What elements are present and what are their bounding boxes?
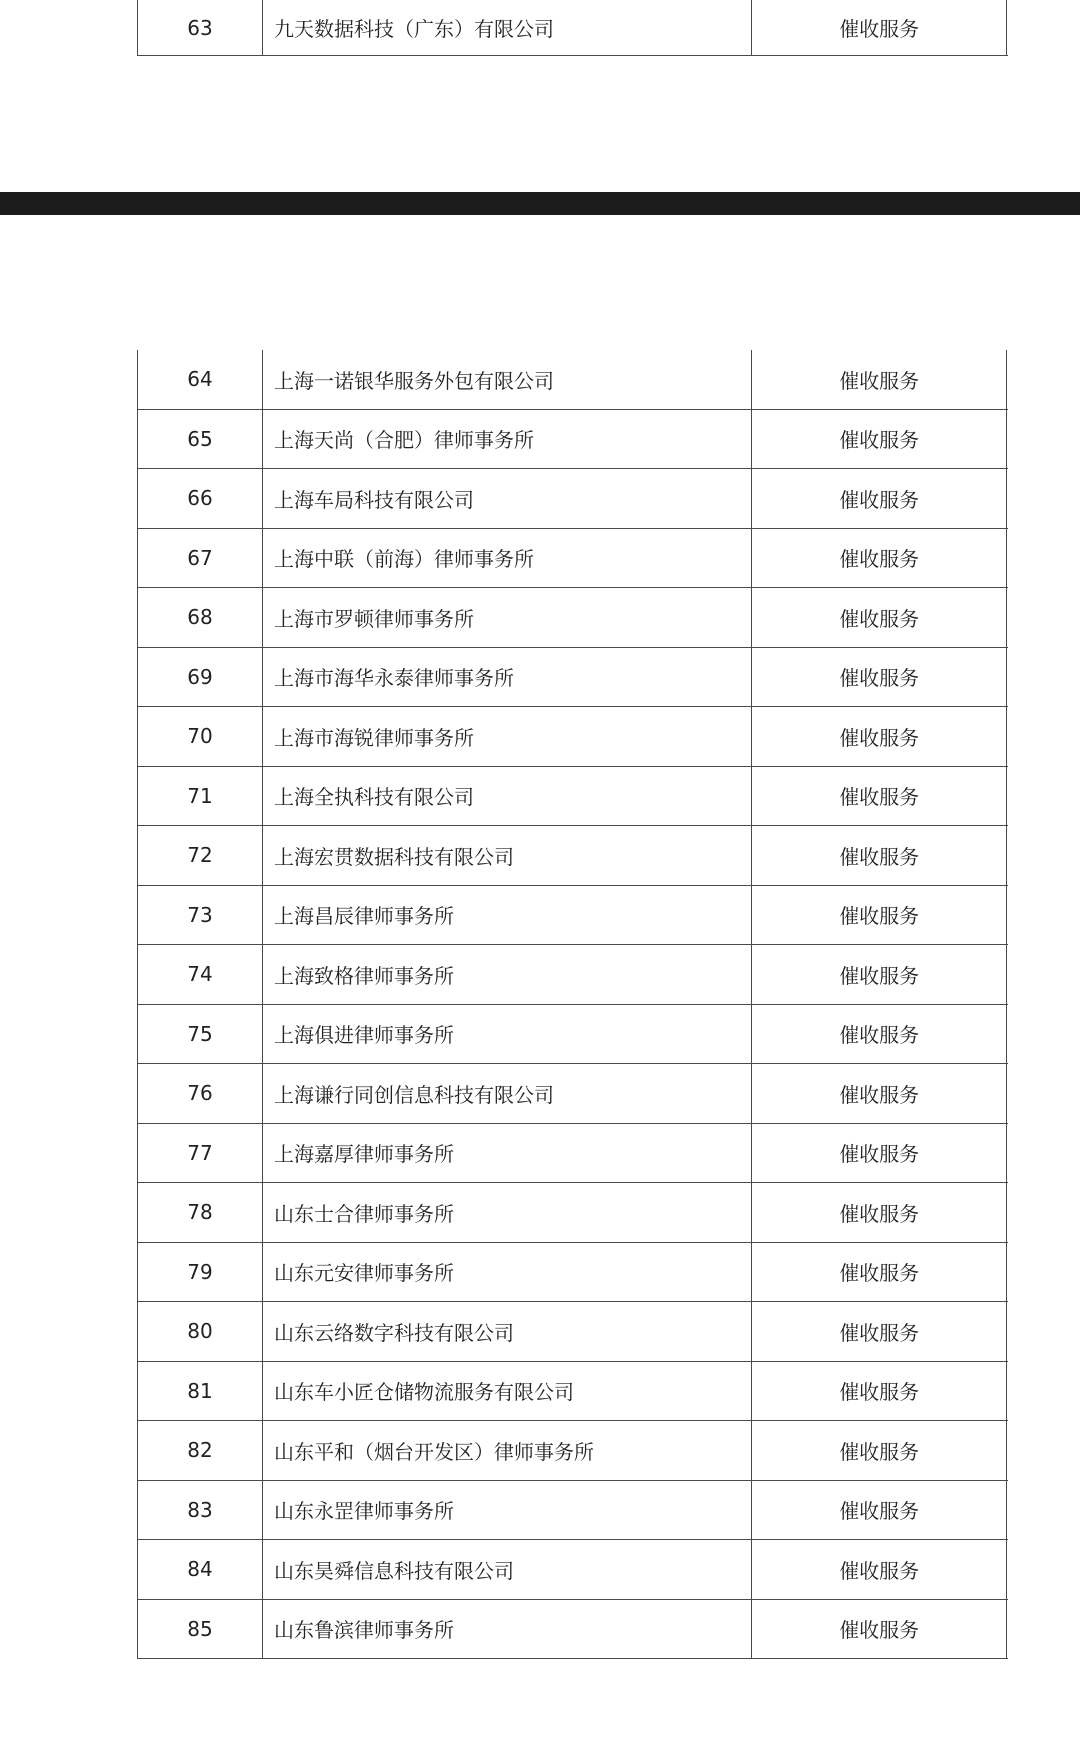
row-number: 85 [138,1600,263,1659]
row-number: 74 [138,945,263,1004]
service-type: 催收服务 [752,1481,1007,1540]
row-number: 82 [138,1421,263,1480]
row-number: 70 [138,707,263,766]
row-number: 73 [138,886,263,945]
table-row [138,1243,1008,1303]
table-row [138,529,1008,589]
row-number: 67 [138,529,263,588]
service-type: 催收服务 [752,1243,1007,1302]
company-table [137,350,1008,1659]
company-name: 上海一诺银华服务外包有限公司 [263,350,752,409]
table-row [138,469,1008,529]
company-name: 山东鲁滨律师事务所 [263,1600,752,1659]
table-row [138,767,1008,827]
service-type: 催收服务 [752,1183,1007,1242]
row-number: 78 [138,1183,263,1242]
table-row [138,1064,1008,1124]
table-row [138,1005,1008,1065]
row-number: 65 [138,410,263,469]
row-number: 64 [138,350,263,409]
service-type: 催收服务 [752,350,1007,409]
row-number: 69 [138,648,263,707]
service-type: 催收服务 [752,945,1007,1004]
company-name: 九天数据科技（广东）有限公司 [263,0,752,55]
table-row [138,410,1008,470]
service-type: 催收服务 [752,410,1007,469]
company-name: 上海俱进律师事务所 [263,1005,752,1064]
service-type: 催收服务 [752,1362,1007,1421]
row-number: 75 [138,1005,263,1064]
service-type: 催收服务 [752,1064,1007,1123]
table-row [138,707,1008,767]
page-divider [0,192,1080,215]
service-type: 催收服务 [752,469,1007,528]
company-name: 山东永罡律师事务所 [263,1481,752,1540]
company-name: 上海嘉厚律师事务所 [263,1124,752,1183]
row-number: 77 [138,1124,263,1183]
company-name: 山东昊舜信息科技有限公司 [263,1540,752,1599]
table-row [138,945,1008,1005]
service-type: 催收服务 [752,0,1007,55]
table-row [138,886,1008,946]
table-row [138,1600,1008,1660]
service-type: 催收服务 [752,1600,1007,1659]
row-number: 80 [138,1302,263,1361]
row-number: 63 [138,0,263,55]
row-number: 84 [138,1540,263,1599]
row-number: 76 [138,1064,263,1123]
row-number: 72 [138,826,263,885]
table-row [138,1124,1008,1184]
row-number: 66 [138,469,263,528]
company-name: 山东云络数字科技有限公司 [263,1302,752,1361]
service-type: 催收服务 [752,1124,1007,1183]
company-name: 上海全执科技有限公司 [263,767,752,826]
company-name: 上海市海华永泰律师事务所 [263,648,752,707]
service-type: 催收服务 [752,529,1007,588]
company-name: 山东士合律师事务所 [263,1183,752,1242]
row-number: 68 [138,588,263,647]
company-name: 上海谦行同创信息科技有限公司 [263,1064,752,1123]
table-row [138,1421,1008,1481]
company-name: 山东平和（烟台开发区）律师事务所 [263,1421,752,1480]
table-row [138,1183,1008,1243]
service-type: 催收服务 [752,648,1007,707]
company-name: 上海天尚（合肥）律师事务所 [263,410,752,469]
table-row [138,588,1008,648]
row-number: 81 [138,1362,263,1421]
row-number: 83 [138,1481,263,1540]
table-row [138,1540,1008,1600]
company-name: 上海车局科技有限公司 [263,469,752,528]
service-type: 催收服务 [752,886,1007,945]
table-row [138,648,1008,708]
company-name: 上海市海锐律师事务所 [263,707,752,766]
service-type: 催收服务 [752,1421,1007,1480]
row-number: 71 [138,767,263,826]
company-name: 上海中联（前海）律师事务所 [263,529,752,588]
service-type: 催收服务 [752,588,1007,647]
service-type: 催收服务 [752,1540,1007,1599]
service-type: 催收服务 [752,767,1007,826]
company-name: 上海昌辰律师事务所 [263,886,752,945]
table-row [138,826,1008,886]
company-name: 上海致格律师事务所 [263,945,752,1004]
table-fragment-top [137,0,1008,56]
table-row [138,350,1008,410]
service-type: 催收服务 [752,826,1007,885]
row-number: 79 [138,1243,263,1302]
table-row [138,1362,1008,1422]
table-row [138,1481,1008,1541]
table-row [138,1302,1008,1362]
company-name: 山东元安律师事务所 [263,1243,752,1302]
table-row [138,0,1008,56]
service-type: 催收服务 [752,1302,1007,1361]
company-name: 上海市罗顿律师事务所 [263,588,752,647]
company-name: 上海宏贯数据科技有限公司 [263,826,752,885]
service-type: 催收服务 [752,1005,1007,1064]
company-name: 山东车小匠仓储物流服务有限公司 [263,1362,752,1421]
service-type: 催收服务 [752,707,1007,766]
